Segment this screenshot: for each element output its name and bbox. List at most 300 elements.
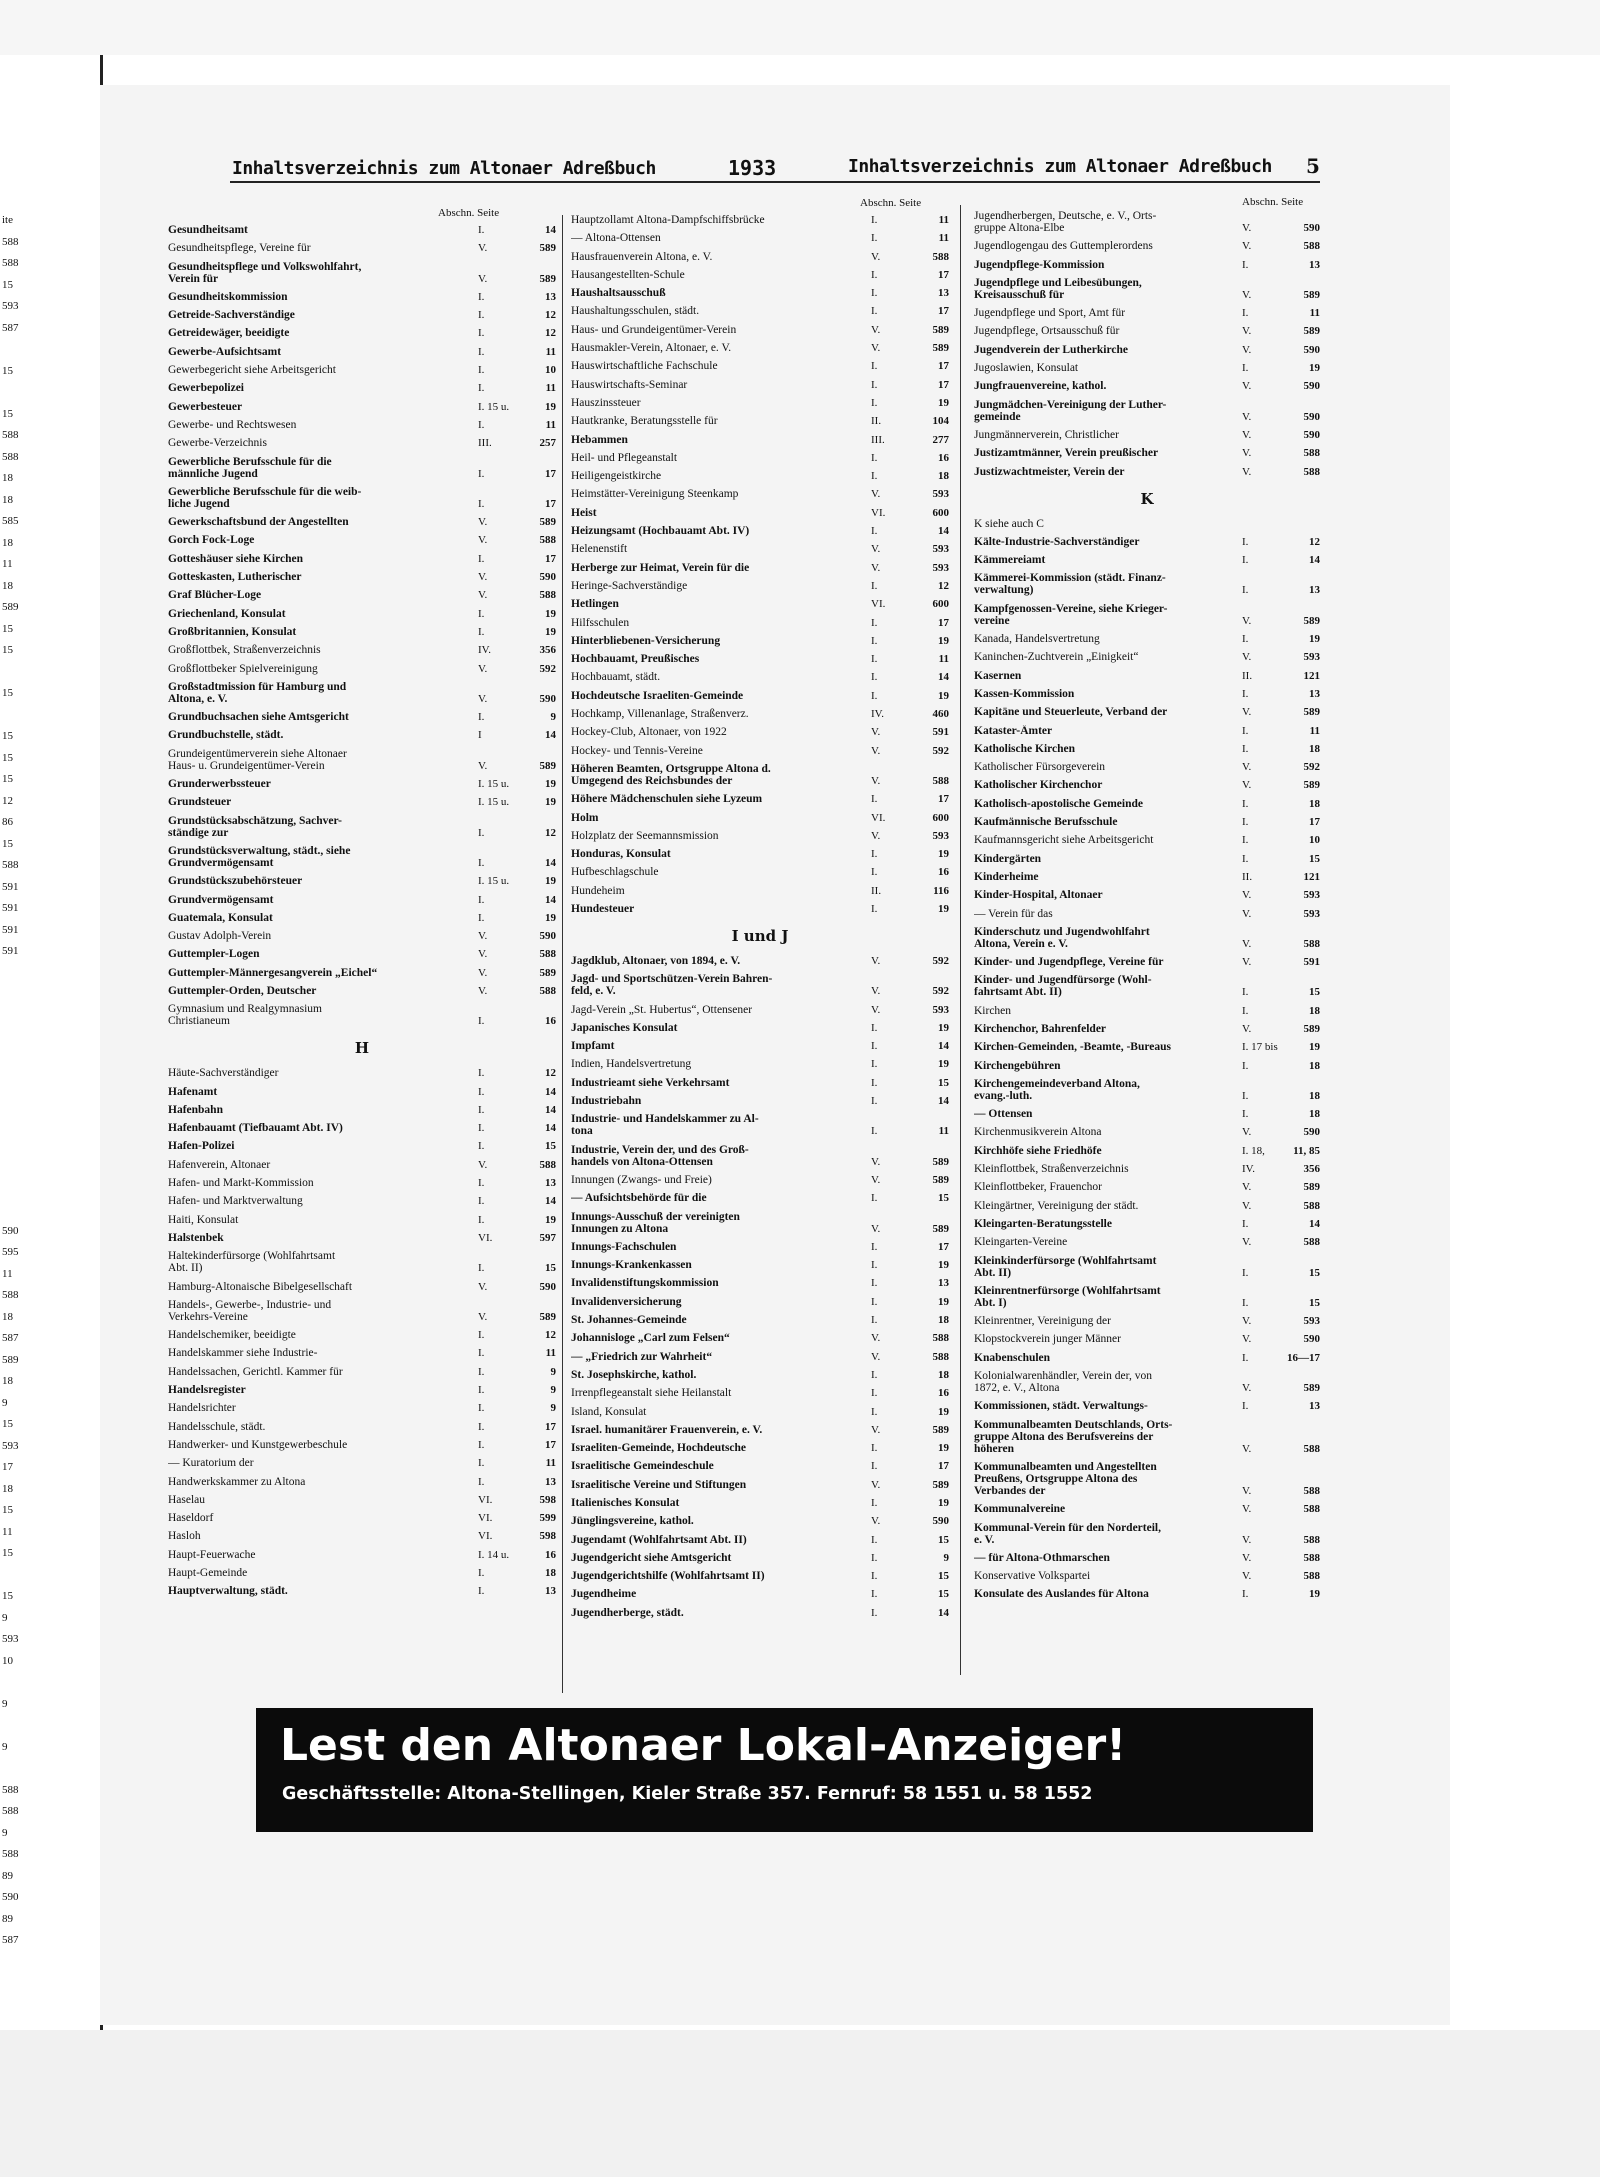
entry-title: Kämmereiamt bbox=[974, 554, 1046, 567]
facing-page-number: 15 bbox=[2, 730, 13, 742]
entry-title: Hochbauamt, städt. bbox=[571, 671, 661, 684]
entry-page: 13 bbox=[1309, 687, 1320, 700]
entry-title: Hauswirtschaftliche Fachschule bbox=[571, 360, 718, 373]
entry-title: Gewerbesteuer bbox=[168, 400, 243, 413]
entry-section: V. bbox=[1242, 1181, 1252, 1194]
index-entry bbox=[974, 1419, 1320, 1455]
entry-section: V. bbox=[1242, 651, 1252, 664]
entry-page: 19 bbox=[938, 689, 949, 702]
entry-page: 593 bbox=[932, 829, 949, 842]
entry-section: I. bbox=[478, 1103, 485, 1116]
entry-section: V. bbox=[871, 1478, 881, 1491]
entry-section: I. bbox=[478, 224, 485, 236]
entry-page: 589 bbox=[932, 1222, 949, 1235]
entry-section: V. bbox=[1242, 380, 1252, 393]
facing-page-number: 15 bbox=[2, 1547, 13, 1559]
entry-section: V. bbox=[1242, 447, 1252, 460]
facing-page-number: 591 bbox=[2, 945, 19, 957]
index-entry bbox=[168, 1476, 556, 1488]
index-entry bbox=[974, 816, 1320, 828]
facing-page-number: 15 bbox=[2, 1590, 13, 1602]
entry-title: Jugendgericht siehe Amtsgericht bbox=[571, 1551, 732, 1564]
index-entry bbox=[974, 603, 1320, 627]
entry-section: V. bbox=[871, 1350, 881, 1363]
entry-title: Guatemala, Konsulat bbox=[168, 911, 273, 924]
running-header-left: Inhaltsverzeichnis zum Altonaer Adreßbuch bbox=[232, 158, 656, 179]
entry-section: I. bbox=[1242, 1400, 1249, 1413]
entry-title: Grundbuchsachen siehe Amtsgericht bbox=[168, 711, 349, 724]
section-letter: I und J bbox=[731, 926, 789, 945]
entry-section: I. bbox=[871, 1058, 878, 1071]
entry-page: 17 bbox=[545, 467, 556, 480]
entry-page: 14 bbox=[938, 671, 949, 684]
entry-title: Handelschemiker, beeidigte bbox=[168, 1329, 296, 1342]
entry-page: 18 bbox=[1309, 1059, 1320, 1072]
entry-title: Israeliten-Gemeinde, Hochdeutsche bbox=[571, 1442, 747, 1455]
index-entry bbox=[571, 1095, 949, 1107]
entry-title: Gesundheitspflege, Vereine für bbox=[168, 242, 311, 255]
index-entry bbox=[571, 269, 949, 281]
entry-title: Handwerkskammer zu Altona bbox=[168, 1475, 306, 1488]
facing-page-number: 588 bbox=[2, 450, 19, 463]
index-entry bbox=[168, 437, 556, 449]
entry-title: Hauswirtschafts-Seminar bbox=[571, 378, 688, 391]
entry-page: 589 bbox=[1303, 288, 1320, 301]
entry-title: Kinderheime bbox=[974, 870, 1039, 883]
entry-section: VI. bbox=[478, 1231, 493, 1244]
entry-page: 19 bbox=[545, 875, 556, 888]
index-entry bbox=[168, 608, 556, 620]
entry-title: Kaninchen-Zuchtverein „Einigkeit“ bbox=[974, 651, 1139, 664]
entry-page: 19 bbox=[938, 902, 949, 915]
index-entry bbox=[571, 214, 949, 226]
entry-title: Irrenpflegeanstalt siehe Heilanstalt bbox=[571, 1387, 732, 1400]
entry-page: 16 bbox=[938, 1387, 949, 1400]
entry-title: Justizamtmänner, Verein preußischer bbox=[974, 447, 1159, 460]
entry-page: 14 bbox=[938, 1040, 949, 1053]
index-entry bbox=[168, 778, 556, 790]
entry-title: St. Johannes-Gemeinde bbox=[571, 1314, 687, 1327]
entry-section: II. bbox=[871, 415, 882, 428]
entry-page: 17 bbox=[545, 497, 556, 510]
entry-title: — Altona-Ottensen bbox=[571, 232, 661, 245]
entry-title: Hamburg-Altonaische Bibelgesellschaft bbox=[168, 1280, 353, 1293]
entry-page: 12 bbox=[545, 1067, 556, 1080]
entry-page: 14 bbox=[545, 893, 556, 906]
entry-section: I. bbox=[871, 1125, 878, 1138]
entry-section: I. 15 u. bbox=[478, 778, 510, 791]
index-entry bbox=[571, 543, 949, 555]
facing-page-number: 591 bbox=[2, 923, 19, 936]
entry-section: I. bbox=[478, 1457, 485, 1470]
entry-title: Gymnasium und Realgymnasium Christianeum bbox=[168, 1003, 322, 1028]
index-entry bbox=[168, 242, 556, 254]
entry-title: Hochkamp, Villenanlage, Straßenverz. bbox=[571, 708, 749, 721]
index-entry bbox=[571, 1552, 949, 1564]
facing-page-number: 588 bbox=[2, 429, 19, 441]
entry-page: 14 bbox=[545, 1085, 556, 1098]
entry-section: I. bbox=[478, 893, 485, 906]
entry-page: 590 bbox=[1303, 410, 1320, 423]
entry-title: Heimstätter-Vereinigung Steenkamp bbox=[571, 488, 739, 501]
entry-page: 590 bbox=[1303, 428, 1320, 441]
entry-page: 12 bbox=[545, 309, 556, 322]
ad-contact-line: Geschäftsstelle: Altona-Stellingen, Kieler Straße 357. Fernruf: 58 1551 u. 58 1552 bbox=[282, 1784, 1093, 1804]
entry-section: I. bbox=[871, 396, 878, 409]
entry-title: Heizungsamt (Hochbauamt Abt. IV) bbox=[571, 525, 750, 538]
entry-page: 588 bbox=[932, 774, 949, 787]
entry-section: I. bbox=[1242, 633, 1249, 646]
entry-section: I. bbox=[1242, 554, 1249, 567]
index-entry bbox=[571, 1296, 949, 1308]
entry-section: I. bbox=[871, 232, 878, 245]
entry-page: 593 bbox=[932, 1003, 949, 1016]
entry-section: II. bbox=[1242, 870, 1253, 883]
entry-section: VI. bbox=[478, 1530, 493, 1543]
entry-section: V. bbox=[478, 662, 488, 675]
page-number: 5 bbox=[1306, 154, 1320, 178]
entry-section: I. bbox=[871, 616, 878, 629]
index-entry bbox=[168, 419, 556, 431]
entry-section: V. bbox=[1242, 1315, 1252, 1328]
entry-page: 14 bbox=[938, 525, 949, 538]
index-entry bbox=[974, 1145, 1320, 1157]
entry-title: Großflottbeker Spielvereinigung bbox=[168, 662, 318, 675]
entry-section: V. bbox=[1242, 761, 1252, 774]
index-entry bbox=[168, 1003, 556, 1027]
entry-title: Heist bbox=[571, 506, 597, 519]
index-entry bbox=[974, 1078, 1320, 1102]
index-entry bbox=[571, 397, 949, 409]
entry-page: 590 bbox=[1303, 1333, 1320, 1346]
index-entry bbox=[974, 307, 1320, 319]
index-column-2 bbox=[571, 214, 949, 1625]
index-entry bbox=[168, 309, 556, 321]
facing-page-number: 10 bbox=[2, 1654, 13, 1667]
entry-title: Holzplatz der Seemannsmission bbox=[571, 829, 719, 842]
index-entry bbox=[168, 1232, 556, 1244]
entry-title: Katholische Kirchen bbox=[974, 742, 1076, 755]
entry-title: Industrie, Verein der, und des Groß- handels von Altona-Ottensen bbox=[571, 1143, 749, 1168]
entry-section: I. bbox=[1242, 816, 1249, 829]
entry-title: Industriebahn bbox=[571, 1095, 642, 1108]
index-entry bbox=[974, 1352, 1320, 1364]
facing-page-number: 585 bbox=[2, 515, 19, 527]
index-entry bbox=[571, 1442, 949, 1454]
entry-section: I. bbox=[478, 290, 485, 303]
entry-section: V. bbox=[478, 571, 488, 584]
facing-page-number: 595 bbox=[2, 1246, 19, 1258]
index-entry bbox=[168, 1122, 556, 1134]
entry-title: Jagdklub, Altonaer, von 1894, e. V. bbox=[571, 954, 741, 967]
facing-page-number: 9 bbox=[2, 1697, 8, 1710]
index-entry bbox=[168, 401, 556, 413]
entry-page: 589 bbox=[539, 272, 556, 285]
entry-page: 593 bbox=[1303, 907, 1320, 920]
entry-page: 10 bbox=[1309, 834, 1320, 847]
entry-title: Heil- und Pflegeanstalt bbox=[571, 451, 678, 464]
running-header-year: 1933 bbox=[728, 156, 777, 180]
entry-title: Grundbuchstelle, städt. bbox=[168, 729, 284, 742]
entry-title: Jugoslawien, Konsulat bbox=[974, 362, 1079, 375]
entry-section: V. bbox=[1242, 325, 1252, 338]
index-entry bbox=[571, 1314, 949, 1326]
entry-title: Guttempler-Logen bbox=[168, 948, 260, 961]
entry-section: I. bbox=[478, 1567, 485, 1579]
index-column-3 bbox=[974, 210, 1320, 1607]
index-entry bbox=[168, 1214, 556, 1226]
entry-title: Hafenverein, Altonaer bbox=[168, 1158, 271, 1171]
facing-page-number: 591 bbox=[2, 880, 19, 893]
facing-page-number: 18 bbox=[2, 472, 13, 484]
facing-page-number: 15 bbox=[2, 407, 13, 420]
entry-page: 590 bbox=[539, 930, 556, 943]
entry-section: V. bbox=[871, 323, 881, 336]
entry-page: 12 bbox=[938, 579, 949, 592]
entry-title: Jungfrauenvereine, kathol. bbox=[974, 380, 1107, 393]
index-entry bbox=[168, 456, 556, 480]
entry-title: Hausangestellten-Schule bbox=[571, 268, 685, 281]
entry-page: 17 bbox=[938, 305, 949, 318]
index-entry bbox=[168, 644, 556, 656]
entry-page: 600 bbox=[932, 598, 949, 611]
index-entry bbox=[974, 1236, 1320, 1248]
entry-section: I. bbox=[478, 1085, 485, 1098]
entry-page: 11 bbox=[938, 232, 949, 245]
entry-title: Hochdeutsche Israeliten-Gemeinde bbox=[571, 689, 744, 702]
entry-section: I. bbox=[1242, 687, 1249, 700]
entry-title: Jagd-Verein „St. Hubertus“, Ottensener bbox=[571, 1003, 753, 1016]
entry-section: II. bbox=[1242, 669, 1253, 682]
entry-section: VI. bbox=[871, 811, 886, 824]
entry-title: Kirchen-Gemeinden, -Beamte, -Bureaus bbox=[974, 1041, 1171, 1054]
entry-section: V. bbox=[478, 948, 488, 961]
entry-title: Hafenbahn bbox=[168, 1103, 223, 1116]
entry-section: III. bbox=[871, 433, 885, 446]
facing-page-number: 593 bbox=[2, 1633, 19, 1645]
entry-page: 19 bbox=[938, 1021, 949, 1034]
entry-title: Heringe-Sachverständige bbox=[571, 579, 688, 592]
index-entry bbox=[168, 1421, 556, 1433]
entry-title: Guttempler-Orden, Deutscher bbox=[168, 984, 317, 997]
entry-title: Hauptverwaltung, städt. bbox=[168, 1585, 288, 1598]
entry-section: I. bbox=[871, 671, 878, 684]
facing-page-number: 589 bbox=[2, 1353, 19, 1366]
entry-page: 13 bbox=[545, 1475, 556, 1488]
entry-page: 588 bbox=[1303, 1199, 1320, 1212]
entry-section: I. bbox=[478, 1262, 485, 1275]
index-entry bbox=[571, 251, 949, 263]
entry-title: Innungs-Ausschuß der vereinigten Innungen zu Altona bbox=[571, 1210, 740, 1235]
index-entry bbox=[571, 287, 949, 299]
entry-title: Hasloh bbox=[168, 1530, 201, 1543]
entry-title: Gesundheitskommission bbox=[168, 290, 288, 303]
entry-section: I. bbox=[1242, 1296, 1249, 1309]
index-entry bbox=[974, 1552, 1320, 1564]
entry-page: 592 bbox=[1303, 761, 1320, 774]
entry-page: 17 bbox=[938, 360, 949, 373]
entry-page: 12 bbox=[545, 1329, 556, 1342]
entry-title: Klopstockverein junger Männer bbox=[974, 1333, 1121, 1346]
index-entry bbox=[168, 626, 556, 638]
facing-page-number: 588 bbox=[2, 1848, 19, 1860]
index-entry bbox=[571, 1004, 949, 1016]
entry-section: I. 15 u. bbox=[478, 400, 510, 413]
index-entry bbox=[168, 1140, 556, 1152]
entry-title: Justizwachtmeister, Verein der bbox=[974, 465, 1125, 478]
entry-title: Island, Konsulat bbox=[571, 1405, 647, 1418]
entry-section: I. bbox=[478, 418, 485, 431]
entry-page: 15 bbox=[938, 1192, 949, 1205]
entry-section: I. bbox=[871, 1570, 878, 1583]
entry-page: 590 bbox=[1303, 380, 1320, 393]
entry-page: 19 bbox=[545, 625, 556, 638]
entry-title: Grundeigentümerverein siehe Altonaer Haus- u. Grundeigentümer-Verein bbox=[168, 747, 347, 772]
entry-page: 589 bbox=[1303, 1382, 1320, 1395]
index-entry bbox=[168, 1177, 556, 1189]
index-entry bbox=[974, 1503, 1320, 1515]
entry-page: 13 bbox=[545, 290, 556, 303]
entry-section: V. bbox=[871, 954, 881, 967]
entry-title: Gorch Fock-Loge bbox=[168, 534, 255, 547]
entry-section: V. bbox=[1242, 240, 1252, 253]
index-entry bbox=[168, 912, 556, 924]
entry-title: Graf Blücher-Loge bbox=[168, 589, 262, 602]
index-column-1 bbox=[168, 224, 556, 1604]
entry-page: 18 bbox=[1309, 1004, 1320, 1017]
index-entry bbox=[571, 955, 949, 967]
entry-page: 17 bbox=[938, 268, 949, 281]
entry-title: Jungmädchen-Vereinigung der Luther- gemeinde bbox=[974, 398, 1167, 423]
entry-title: Hausfrauenverein Altona, e. V. bbox=[571, 250, 713, 263]
index-entry bbox=[571, 793, 949, 805]
entry-section: I. bbox=[871, 1442, 878, 1455]
entry-page: 589 bbox=[932, 1155, 949, 1168]
entry-title: Innungen (Zwangs- und Freie) bbox=[571, 1173, 712, 1186]
index-entry bbox=[168, 967, 556, 979]
entry-title: Großstadtmission für Hamburg und Altona, e. V. bbox=[168, 680, 347, 705]
entry-title: Handelskammer siehe Industrie- bbox=[168, 1347, 318, 1360]
entry-page: 460 bbox=[932, 708, 949, 721]
entry-title: Haushaltsausschuß bbox=[571, 287, 666, 300]
index-entry bbox=[974, 779, 1320, 791]
entry-section: V. bbox=[1242, 410, 1252, 423]
entry-title: Jungmännerverein, Christlicher bbox=[974, 428, 1119, 441]
entry-title: Gewerbegericht siehe Arbeitsgericht bbox=[168, 364, 336, 377]
facing-page-number: 15 bbox=[2, 1418, 13, 1430]
entry-section: I. bbox=[871, 1295, 878, 1308]
entry-page: 18 bbox=[1309, 1108, 1320, 1121]
index-entry bbox=[168, 261, 556, 285]
entry-page: 13 bbox=[1309, 584, 1320, 597]
entry-title: Jünglingsvereine, kathol. bbox=[571, 1515, 694, 1528]
entry-page: 277 bbox=[932, 433, 949, 446]
index-entry bbox=[168, 1494, 556, 1506]
index-entry bbox=[974, 572, 1320, 596]
entry-title: Grundsteuer bbox=[168, 796, 232, 809]
index-entry bbox=[571, 745, 949, 757]
entry-title: Hetlingen bbox=[571, 598, 619, 611]
entry-section: I. bbox=[871, 848, 878, 861]
index-entry bbox=[168, 516, 556, 528]
entry-title: Gewerbliche Berufsschule für die weib- liche Jugend bbox=[168, 485, 362, 510]
index-entry bbox=[571, 434, 949, 446]
index-entry bbox=[571, 1460, 949, 1472]
entry-page: 598 bbox=[539, 1493, 556, 1506]
index-entry bbox=[168, 985, 556, 997]
entry-section: V. bbox=[871, 1173, 881, 1186]
entry-section: I. bbox=[1242, 584, 1249, 597]
entry-page: 11 bbox=[1309, 724, 1320, 737]
entry-page: 15 bbox=[545, 1262, 556, 1275]
facing-page-number: 12 bbox=[2, 794, 13, 807]
facing-page-number: 588 bbox=[2, 1783, 19, 1796]
entry-page: 121 bbox=[1303, 669, 1320, 682]
facing-page-number: 9 bbox=[2, 1611, 8, 1624]
entry-section: V. bbox=[871, 488, 881, 501]
entry-title: Kleinrentnerfürsorge (Wohlfahrtsamt Abt. I) bbox=[974, 1284, 1161, 1309]
facing-page-number: 15 bbox=[2, 644, 13, 656]
entry-page: 14 bbox=[545, 1195, 556, 1208]
index-entry bbox=[974, 1218, 1320, 1230]
entry-title: Invalidenstiftungskommission bbox=[571, 1277, 719, 1290]
index-entry bbox=[974, 554, 1320, 566]
entry-title: Johannisloge „Carl zum Felsen“ bbox=[571, 1332, 730, 1345]
entry-section: I. bbox=[478, 1122, 485, 1135]
entry-section: I. bbox=[478, 625, 485, 638]
entry-section: I. bbox=[478, 497, 485, 510]
entry-section: I. bbox=[1242, 1108, 1249, 1121]
entry-page: 589 bbox=[539, 1310, 556, 1323]
entry-title: Kassen-Kommission bbox=[974, 687, 1075, 700]
header-rule bbox=[230, 181, 1320, 183]
entry-title: Kleinrentner, Vereinigung der bbox=[974, 1315, 1111, 1328]
entry-section: I. 15 u. bbox=[478, 875, 510, 888]
entry-page: 9 bbox=[550, 1384, 556, 1397]
entry-section: I. bbox=[478, 1067, 485, 1080]
index-entry bbox=[974, 362, 1320, 374]
entry-page: 18 bbox=[938, 1314, 949, 1327]
entry-page: 590 bbox=[539, 692, 556, 705]
entry-page: 592 bbox=[932, 985, 949, 998]
entry-title: — Aufsichtsbehörde für die bbox=[571, 1192, 707, 1205]
entry-page: 18 bbox=[938, 470, 949, 483]
index-entry bbox=[974, 536, 1320, 548]
index-entry bbox=[168, 364, 556, 376]
entry-section: I. bbox=[478, 607, 485, 620]
entry-page: 588 bbox=[1303, 1570, 1320, 1583]
entry-page: 11 bbox=[938, 1125, 949, 1138]
facing-page-number: 590 bbox=[2, 1224, 19, 1237]
facing-page-number: 15 bbox=[2, 1504, 13, 1516]
entry-title: Gewerbe- und Rechtswesen bbox=[168, 418, 297, 431]
entry-section: VI. bbox=[478, 1493, 493, 1506]
index-entry bbox=[168, 571, 556, 583]
index-entry bbox=[974, 1060, 1320, 1072]
facing-page-number: 9 bbox=[2, 1396, 8, 1409]
index-entry bbox=[168, 1159, 556, 1171]
entry-section: V. bbox=[871, 1155, 881, 1168]
entry-title: Kommissionen, städt. Verwaltungs- bbox=[974, 1400, 1148, 1413]
entry-section: I. bbox=[1242, 986, 1249, 999]
entry-page: 598 bbox=[539, 1530, 556, 1543]
entry-page: 356 bbox=[539, 644, 556, 657]
entry-title: Hockey- und Tennis-Vereine bbox=[571, 744, 703, 757]
facing-page-number: 590 bbox=[2, 1891, 19, 1903]
entry-title: Heiligengeistkirche bbox=[571, 470, 662, 483]
index-entry bbox=[571, 1192, 949, 1204]
index-entry bbox=[571, 1022, 949, 1034]
